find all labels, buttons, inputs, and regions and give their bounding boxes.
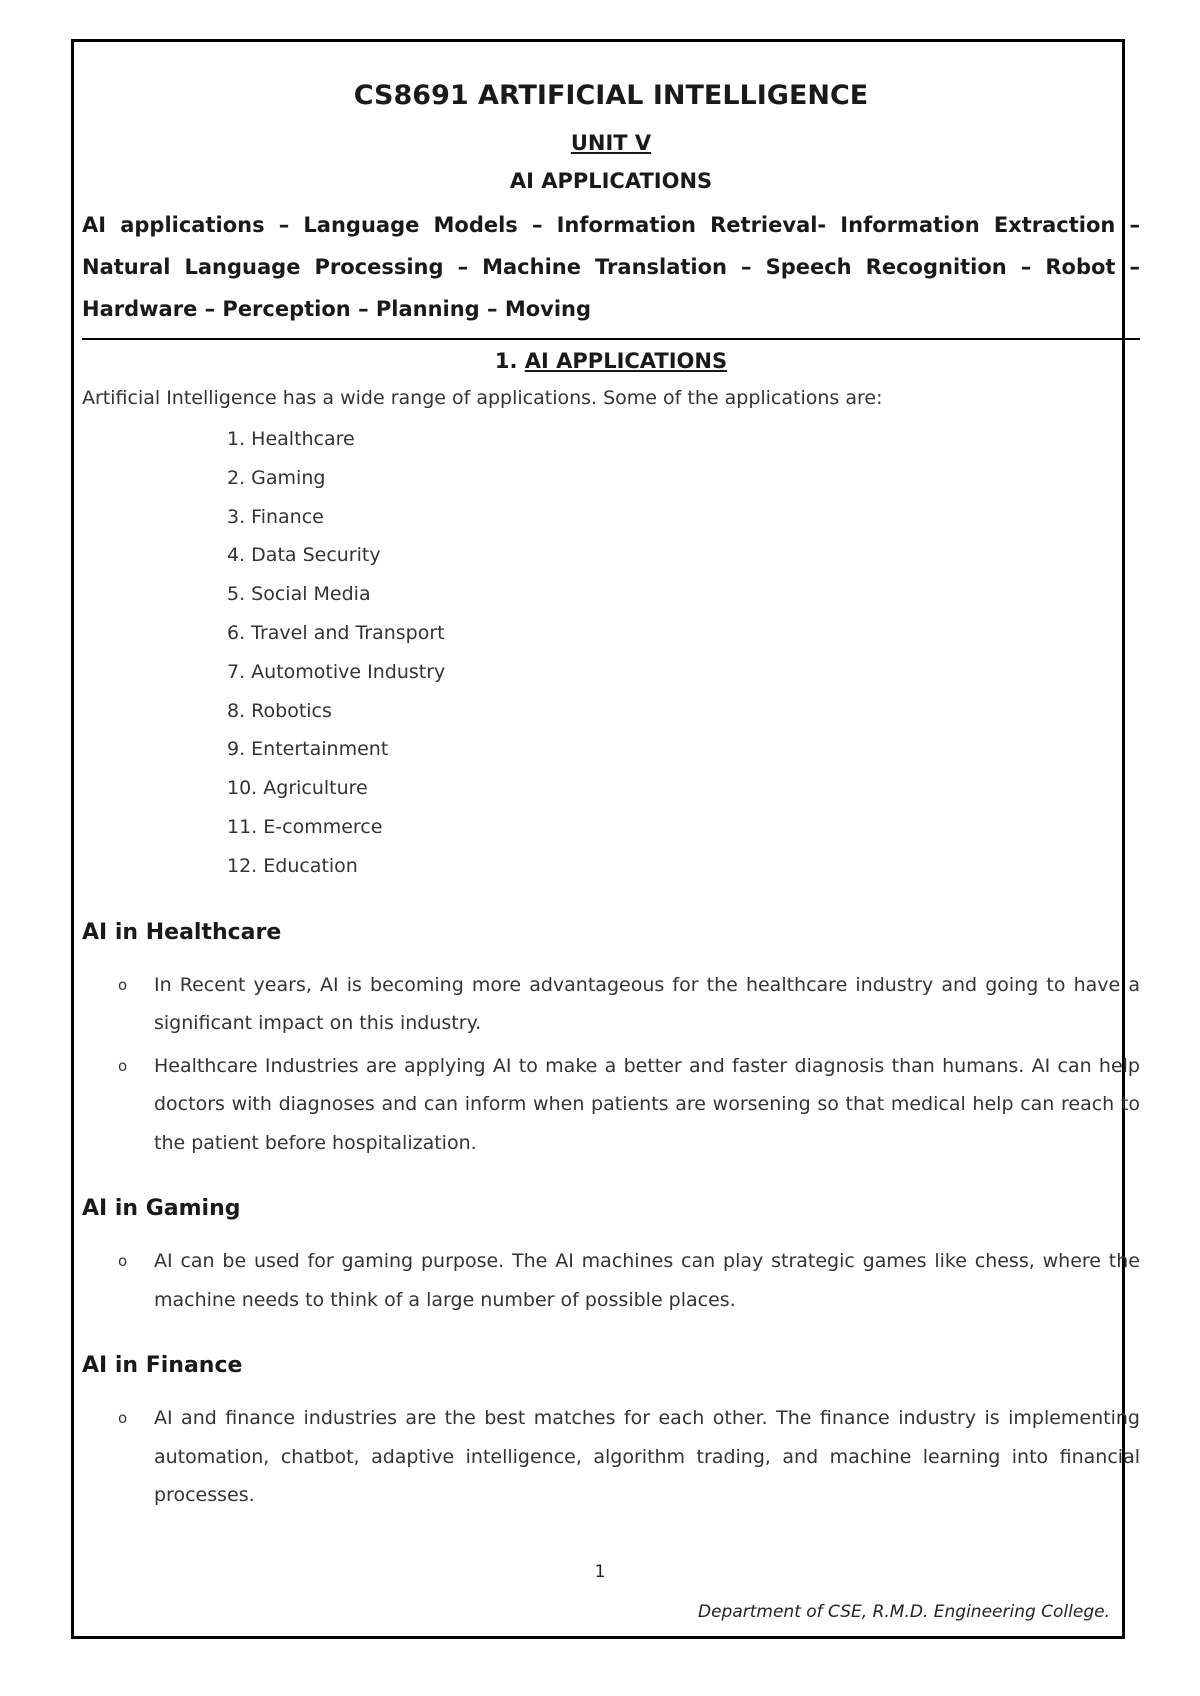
bullet-marker: o xyxy=(118,1409,128,1428)
finance-bullets xyxy=(82,1399,1140,1515)
list-item: 3. Finance xyxy=(227,505,324,528)
topics-list: AI applications – Language Models – Information Retrieval- Information Extraction – Natural Language Processing – Machine Translation – Speech Recognition – Robot – Hardware – Perception – Planning – Moving xyxy=(82,213,1140,321)
bullet-item: o AI can be used for gaming purpose. The AI machines can play strategic games like chess, where the machine needs to think of a large number of possible places. xyxy=(82,1242,1140,1319)
bullet-marker: o xyxy=(118,1056,128,1075)
list-item: 11. E-commerce xyxy=(227,815,383,838)
section-number: 1. xyxy=(494,349,518,373)
list-item: 2. Gaming xyxy=(227,466,326,489)
applications-list xyxy=(82,420,1140,886)
bullet-item: o Healthcare Industries are applying AI to make a better and faster diagnosis than humans. AI can help doctors with diagnoses and can inform when patients are worsening so that medical help can reach to the patient before hospitalization. xyxy=(82,1047,1140,1163)
list-item: 6. Travel and Transport xyxy=(227,621,445,644)
course-title: CS8691 ARTIFICIAL INTELLIGENCE xyxy=(353,80,869,111)
page-number: 1 xyxy=(594,1562,606,1582)
list-item: 12. Education xyxy=(227,854,358,877)
list-item: 5. Social Media xyxy=(227,583,371,606)
heading-gaming: AI in Gaming xyxy=(82,1196,241,1222)
list-item: 1. Healthcare xyxy=(227,428,355,450)
intro-text: Artificial Intelligence has a wide range of applications. Some of the applications are: xyxy=(82,387,883,409)
healthcare-bullets xyxy=(82,966,1140,1163)
list-item: 8. Robotics xyxy=(227,699,332,722)
document-body xyxy=(82,76,1140,1515)
list-item: 4. Data Security xyxy=(227,544,381,567)
heading-healthcare: AI in Healthcare xyxy=(82,919,282,945)
list-item: 7. Automotive Industry xyxy=(227,660,446,683)
list-item: 9. Entertainment xyxy=(227,738,389,761)
section-heading xyxy=(82,344,1140,378)
section-title: AI APPLICATIONS xyxy=(524,349,728,373)
list-item: 10. Agriculture xyxy=(227,777,368,800)
unit-title: AI APPLICATIONS xyxy=(509,169,713,193)
unit-label: UNIT V xyxy=(570,131,652,155)
bullet-item: o In Recent years, AI is becoming more advantageous for the healthcare industry and going to have a significant impact on this industry. xyxy=(82,966,1140,1043)
gaming-bullets xyxy=(82,1242,1140,1319)
divider xyxy=(82,338,1140,340)
bullet-marker: o xyxy=(118,975,128,994)
heading-finance: AI in Finance xyxy=(82,1353,243,1379)
bullet-marker: o xyxy=(118,1252,128,1271)
footer-text: Department of CSE, R.M.D. Engineering College. xyxy=(697,1602,1110,1622)
bullet-item: o AI and finance industries are the best matches for each other. The finance industry is implementing automation, chatbot, adaptive intelligence, algorithm trading, and machine learning into financial processes. xyxy=(82,1399,1140,1515)
